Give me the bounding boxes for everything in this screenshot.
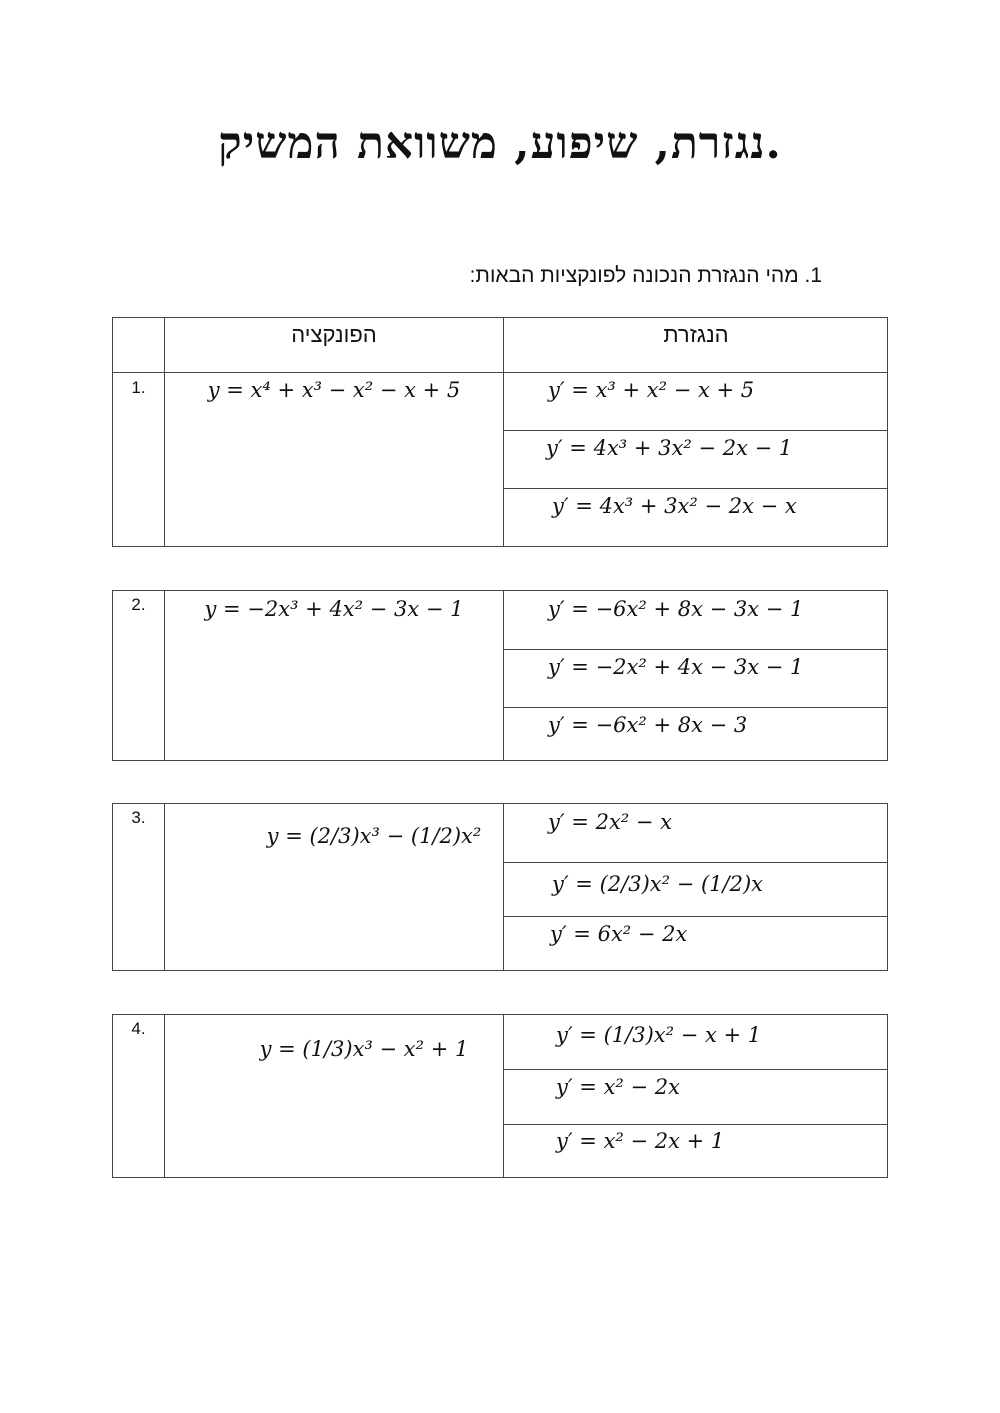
item-number: 4. [131,1019,146,1038]
derivative-option[interactable]: y′ = 2x² − x [548,810,672,834]
item-number: 1. [131,378,146,397]
header-derivative: הנגזרת [663,322,729,347]
derivative-option[interactable]: y′ = −2x² + 4x − 3x − 1 [548,655,804,679]
derivative-option[interactable]: y′ = −6x² + 8x − 3x − 1 [548,597,804,621]
derivative-option[interactable]: y′ = x² − 2x [556,1075,680,1099]
function-expression: y = x⁴ + x³ − x² − x + 5 [207,378,461,402]
question-table-4 [112,1014,888,1178]
derivative-option[interactable]: y′ = x³ + x² − x + 5 [548,378,755,402]
derivative-option[interactable]: y′ = x² − 2x + 1 [556,1129,725,1153]
derivative-option[interactable]: y′ = (2/3)x² − (1/2)x [552,872,763,896]
function-expression: y = (1/3)x³ − x² + 1 [259,1037,469,1061]
derivative-option[interactable]: y′ = (1/3)x² − x + 1 [556,1023,762,1047]
question-text: 1. מהי הנגזרת הנכונה לפונקציות הבאות: [469,264,822,287]
page-title: נגזרת, שיפוע, משוואת המשיק. [218,118,782,169]
derivative-option[interactable]: y′ = −6x² + 8x − 3 [548,713,748,737]
question-table-3 [112,803,888,971]
function-expression: y = −2x³ + 4x² − 3x − 1 [204,597,464,621]
header-function: הפונקציה [291,322,377,347]
item-number: 3. [131,808,146,827]
derivative-option[interactable]: y′ = 6x² − 2x [550,922,688,946]
question-table-1 [112,317,888,547]
item-number: 2. [131,595,146,614]
derivative-option[interactable]: y′ = 4x³ + 3x² − 2x − 1 [546,436,793,460]
derivative-option[interactable]: y′ = 4x³ + 3x² − 2x − x [552,494,797,518]
question-table-2 [112,590,888,761]
function-expression: y = (2/3)x³ − (1/2)x² [266,824,482,848]
